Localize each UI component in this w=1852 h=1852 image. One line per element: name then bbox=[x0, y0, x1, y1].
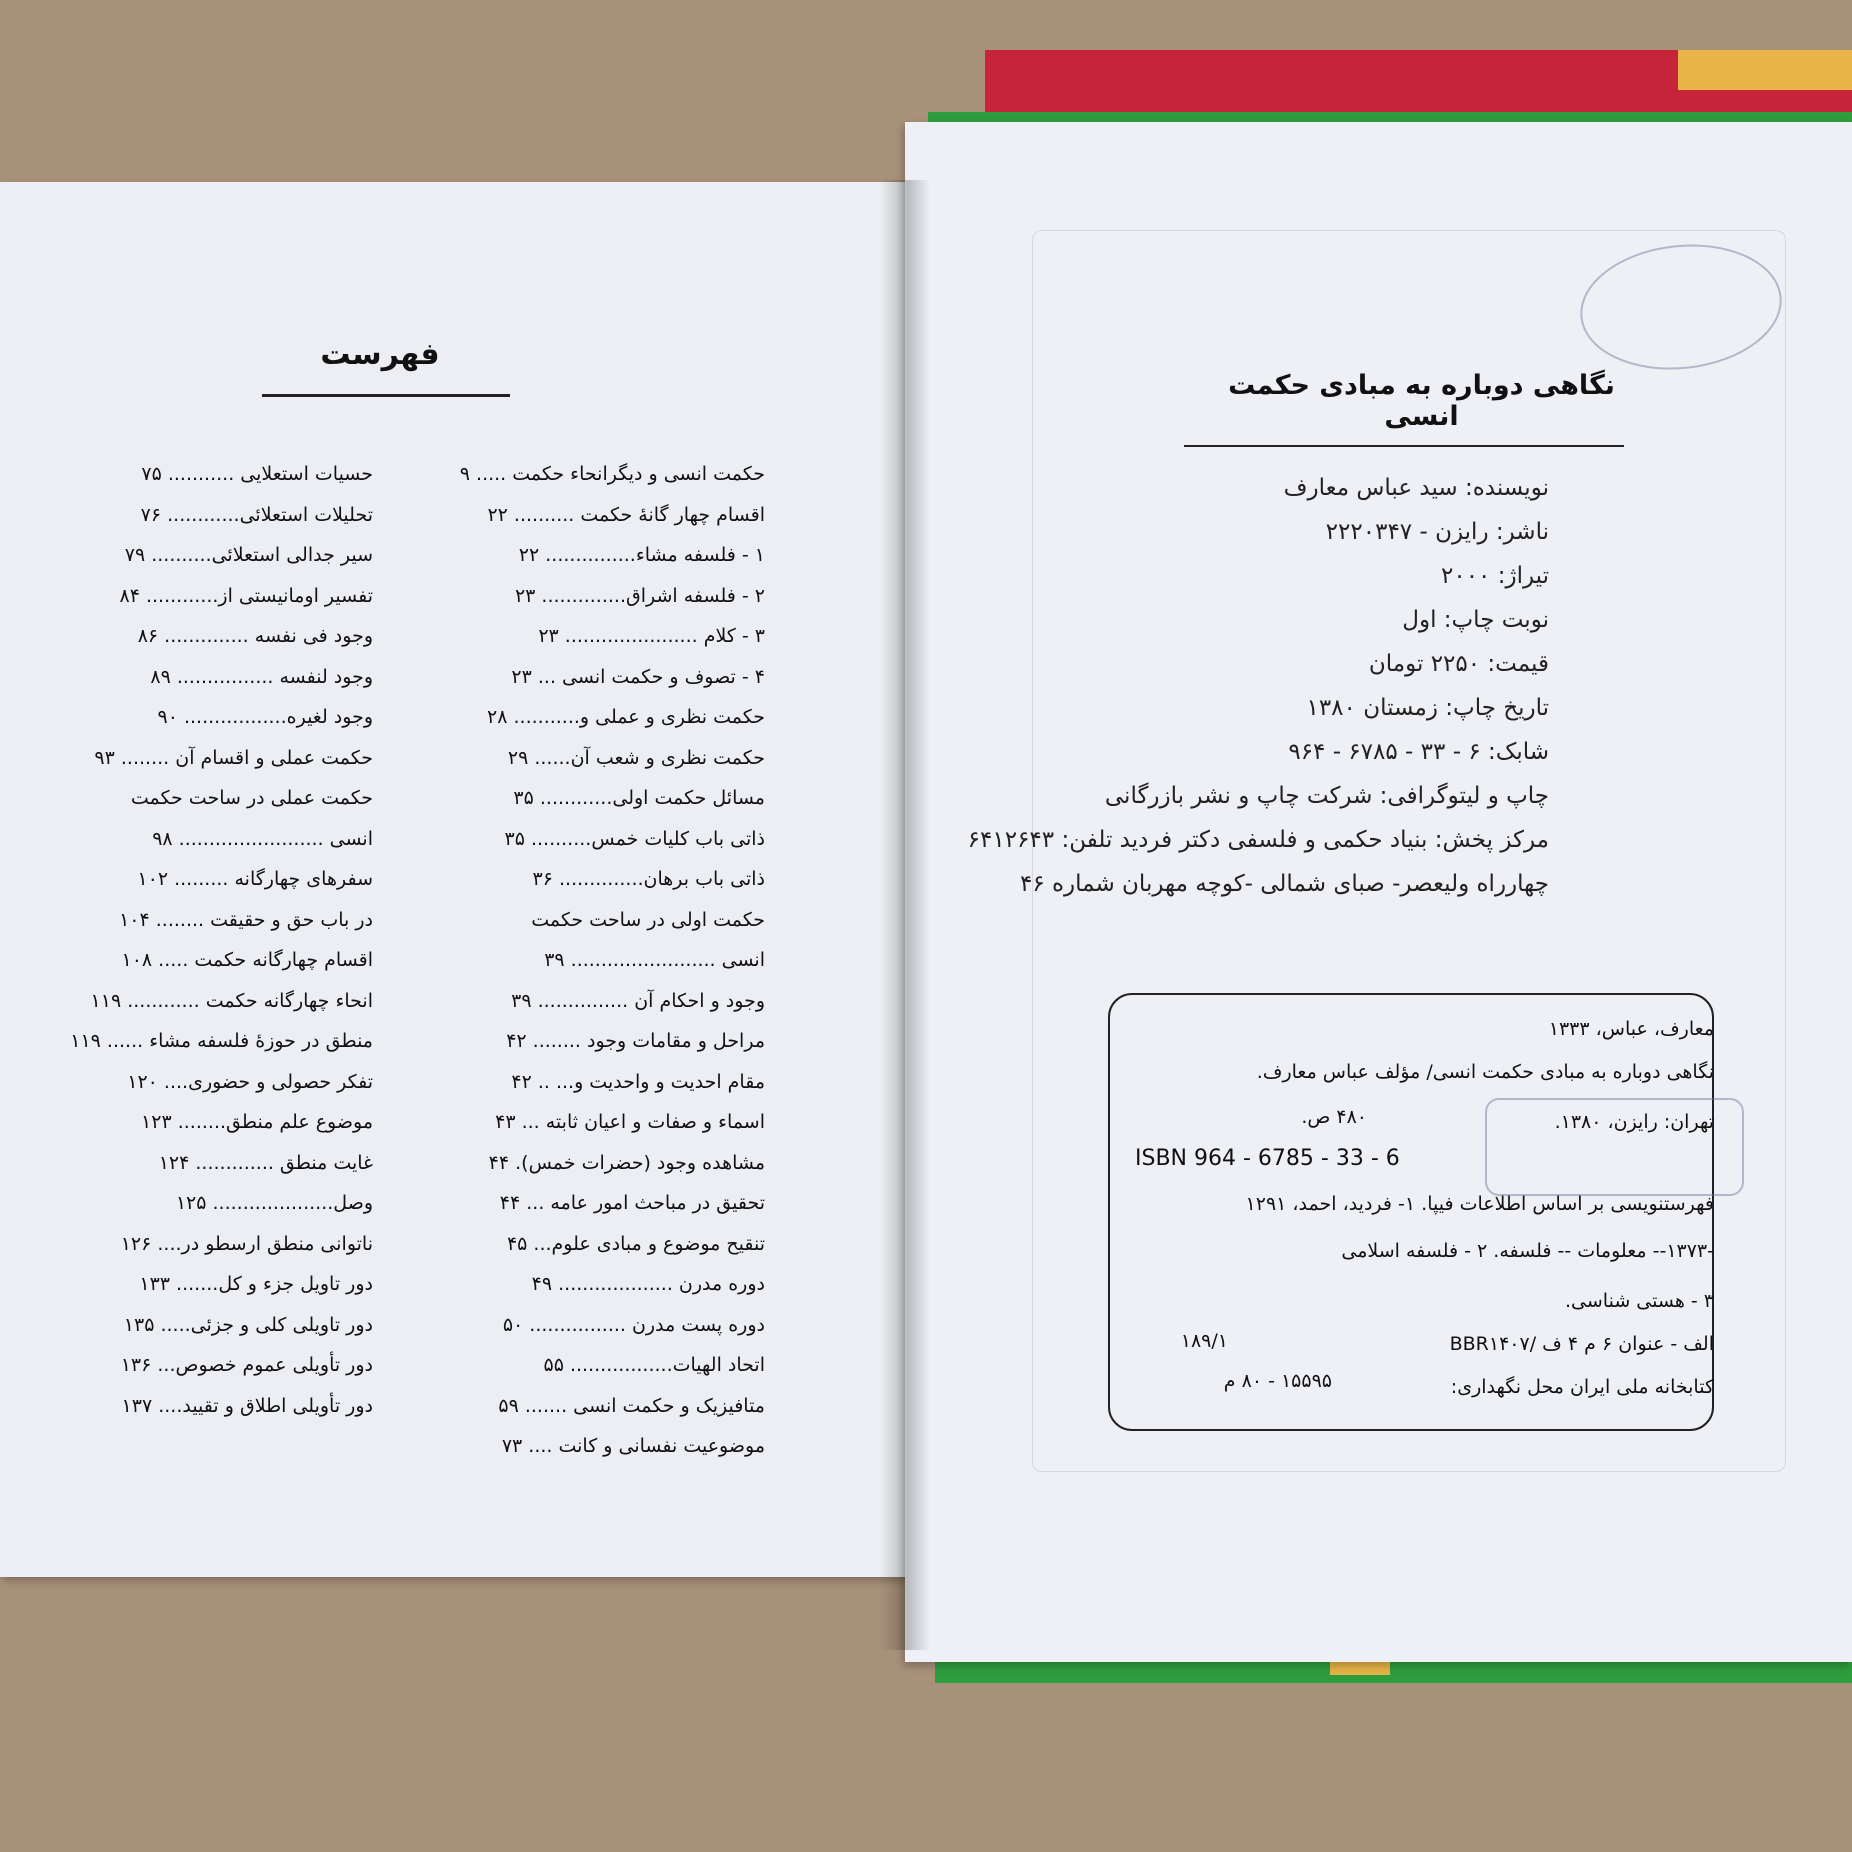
toc-entry: حکمت نظری و شعب آن...... ۲۹ bbox=[507, 746, 765, 769]
address-line: چهارراه ولیعصر- صبای شمالی -کوچه مهربان شماره ۴۶ bbox=[1019, 871, 1549, 897]
toc-entry: حکمت اولی در ساحت حکمت bbox=[531, 908, 765, 931]
toc-entry: دور تأویلی اطلاق و تقیید.... ۱۳۷ bbox=[121, 1394, 373, 1417]
cip-ontology: ۳ - هستی شناسی. bbox=[1565, 1290, 1714, 1312]
toc-entry: تفکر حصولی و حضوری.... ۱۲۰ bbox=[127, 1070, 373, 1093]
toc-entry: اتحاد الهیات................. ۵۵ bbox=[543, 1354, 765, 1376]
toc-entry: موضوعیت نفسانی و کانت .... ۷۳ bbox=[501, 1435, 765, 1457]
toc-entry: منطق در حوزهٔ فلسفه مشاء ...... ۱۱۹ bbox=[70, 1030, 373, 1052]
cip-library-number: ۱۵۵۹۵ - ۸۰ م bbox=[1223, 1370, 1332, 1392]
toc-entry: دوره پست مدرن ................ ۵۰ bbox=[502, 1313, 765, 1336]
toc-entry: دور تأویلی عموم خصوص... ۱۳۶ bbox=[120, 1354, 373, 1376]
toc-entry: انحاء چهارگانه حکمت ............ ۱۱۹ bbox=[90, 989, 373, 1012]
toc-entry: ذاتی باب کلیات خمس.......... ۳۵ bbox=[504, 827, 765, 850]
title-rule bbox=[1184, 445, 1624, 447]
edition-line: نوبت چاپ: اول bbox=[1402, 607, 1549, 633]
toc-entry: مراحل و مقامات وجود ........ ۴۲ bbox=[506, 1030, 765, 1052]
toc-entry: وجود و احکام آن ............... ۳۹ bbox=[511, 989, 765, 1012]
toc-column-left bbox=[28, 454, 373, 1426]
toc-page bbox=[0, 182, 905, 1577]
print-date-line: تاریخ چاپ: زمستان ۱۳۸۰ bbox=[1306, 695, 1549, 721]
toc-entry: تحقیق در مباحث امور عامه ... ۴۴ bbox=[499, 1192, 765, 1214]
toc-entry: حکمت عملی در ساحت حکمت bbox=[130, 787, 373, 809]
toc-entry: وصل.................... ۱۲۵ bbox=[175, 1192, 373, 1214]
cip-subjects: -۱۳۷۳-- معلومات -- فلسفه. ۲ - فلسفه اسلامی bbox=[1341, 1240, 1714, 1262]
toc-column-right bbox=[420, 454, 765, 1467]
toc-entry: تفسیر اومانیستی از............ ۸۴ bbox=[119, 584, 373, 607]
price-line: قیمت: ۲۲۵۰ تومان bbox=[1368, 651, 1549, 677]
toc-entry: وجود لنفسه ................ ۸۹ bbox=[150, 665, 373, 688]
cip-library: کتابخانه ملی ایران محل نگهداری: bbox=[1450, 1376, 1714, 1398]
toc-entry: ناتوانی منطق ارسطو در.... ۱۲۶ bbox=[120, 1232, 373, 1255]
toc-title-underline bbox=[262, 394, 510, 397]
isbn-line: شابک: ۶ - ۳۳ - ۶۷۸۵ - ۹۶۴ bbox=[1288, 739, 1549, 765]
print-run-line: تیراژ: ۲۰۰۰ bbox=[1440, 563, 1549, 589]
toc-entry: غایت منطق ............. ۱۲۴ bbox=[158, 1151, 373, 1174]
publisher-line: ناشر: رایزن - ۲۲۲۰۳۴۷ bbox=[1325, 519, 1549, 545]
toc-entry: اسماء و صفات و اعیان ثابته ... ۴۳ bbox=[495, 1111, 765, 1133]
toc-entry: اقسام چهار گانهٔ حکمت .......... ۲۲ bbox=[487, 503, 765, 526]
toc-entry: دوره مدرن ................... ۴۹ bbox=[531, 1273, 765, 1295]
distribution-line: مرکز پخش: بنیاد حکمی و فلسفی دکتر فردید تلفن: ۶۴۱۲۶۴۳ bbox=[967, 827, 1549, 853]
cip-isbn: ISBN 964 - 6785 - 33 - 6 bbox=[1135, 1146, 1400, 1171]
cip-author: معارف، عباس، ۱۳۳۳ bbox=[1548, 1018, 1714, 1040]
toc-entry: حکمت عملی و اقسام آن ........ ۹۳ bbox=[94, 746, 373, 769]
toc-entry: انسی ........................ ۹۸ bbox=[152, 827, 373, 850]
cip-heading: الف - عنوان ۶ م ۴ ف /BBR۱۴۰۷ bbox=[1449, 1333, 1714, 1355]
cip-title: نگاهی دوباره به مبادی حکمت انسی/ مؤلف عباس معارف. bbox=[1256, 1061, 1714, 1083]
toc-entry: ۲ - فلسفه اشراق.............. ۲۳ bbox=[514, 584, 765, 607]
toc-entry: وجود فی نفسه .............. ۸۶ bbox=[137, 625, 373, 647]
toc-entry: ۳ - کلام ...................... ۲۳ bbox=[538, 625, 765, 647]
toc-entry: سیر جدالی استعلائی.......... ۷۹ bbox=[124, 544, 373, 566]
toc-entry: دور تاویل جزء و کل....... ۱۳۳ bbox=[139, 1273, 373, 1295]
toc-entry: مقام احدیت و واحدیت و... .. ۴۲ bbox=[511, 1070, 765, 1093]
toc-entry: موضوع علم منطق........ ۱۲۳ bbox=[141, 1111, 373, 1133]
toc-entry: در باب حق و حقیقت ........ ۱۰۴ bbox=[119, 908, 373, 931]
toc-entry: سفرهای چهارگانه ......... ۱۰۲ bbox=[137, 868, 373, 890]
toc-entry: اقسام چهارگانه حکمت ..... ۱۰۸ bbox=[121, 949, 373, 971]
imprint-details bbox=[789, 466, 1549, 906]
toc-entry: مسائل حکمت اولی............ ۳۵ bbox=[513, 787, 765, 809]
toc-entry: ذاتی باب برهان.............. ۳۶ bbox=[532, 868, 765, 890]
toc-entry: مشاهده وجود (حضرات خمس). ۴۴ bbox=[488, 1151, 765, 1174]
cover-edge-yellow bbox=[1678, 50, 1852, 90]
toc-entry: انسی ........................ ۳۹ bbox=[544, 949, 765, 971]
toc-title: فهرست bbox=[320, 337, 440, 372]
cip-publication: تهران: رایزن، ۱۳۸۰. bbox=[1554, 1111, 1714, 1133]
toc-entry: تحلیلات استعلائی............ ۷۶ bbox=[140, 503, 373, 526]
toc-entry: متافیزیک و حکمت انسی ....... ۵۹ bbox=[498, 1394, 765, 1417]
toc-entry: دور تاویلی کلی و جزئی..... ۱۳۵ bbox=[123, 1313, 373, 1336]
toc-entry: تنقیح موضوع و مبادی علوم... ۴۵ bbox=[506, 1232, 765, 1255]
toc-entry: ۴ - تصوف و حکمت انسی ... ۲۳ bbox=[511, 665, 765, 688]
printer-line: چاپ و لیتوگرافی: شرکت چاپ و نشر بازرگانی bbox=[1104, 783, 1549, 809]
author-line: نویسنده: سید عباس معارف bbox=[1283, 475, 1549, 501]
cip-pages: ۴۸۰ ص. bbox=[1301, 1106, 1367, 1128]
book-title: نگاهی دوباره به مبادی حکمت انسی bbox=[1228, 370, 1615, 432]
cip-fipa: فهرستنویسی بر اساس اطلاعات فیپا. ۱- فردید، احمد، ۱۲۹۱ bbox=[1245, 1193, 1714, 1215]
toc-entry: حکمت انسی و دیگرانحاء حکمت ..... ۹ bbox=[459, 463, 765, 485]
toc-entry: حکمت نظری و عملی و........... ۲۸ bbox=[487, 706, 765, 728]
toc-entry: وجود لغیره................. ۹۰ bbox=[157, 706, 373, 728]
toc-entry: حسیات استعلایی ........... ۷۵ bbox=[141, 463, 373, 485]
toc-entry: ۱ - فلسفه مشاء............... ۲۲ bbox=[518, 544, 765, 566]
cip-call-number: ۱۸۹/۱ bbox=[1180, 1330, 1228, 1352]
